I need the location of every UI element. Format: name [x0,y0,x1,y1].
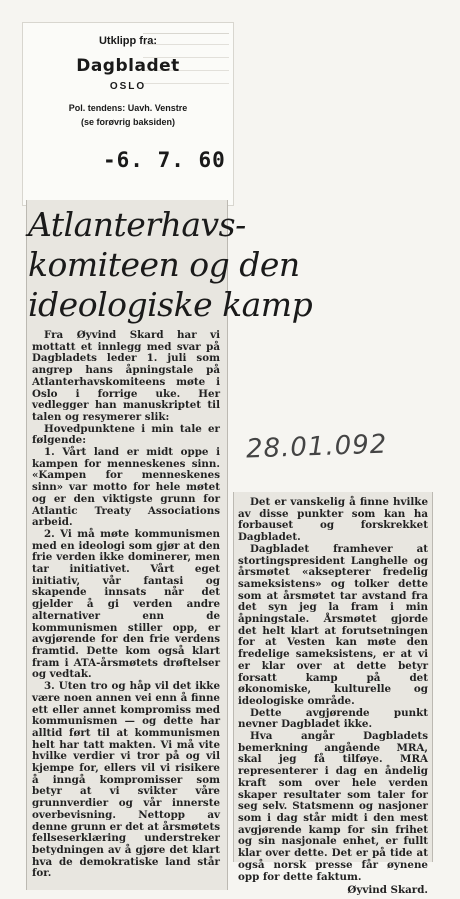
paragraph: 2. Vi må møte kommunismen med en ideologi som gjør at den frie verden ikke dominerer, men tar initiativet. Vårt eget initiativ, vår fantasi og skapende innsats når det gjelder å gi verden andre alternativer enn de kommunismen stiller opp, er avgjørende for den frie verdens framtid. Dette kom også klart fram i ATA-årsmøtets drøftelser og vedtak. [32,527,220,681]
stamp-note: (se forøvrig baksiden) [80,117,176,127]
article-headline [28,205,313,325]
author-signature: Øyvind Skard. [347,884,428,897]
newspaper-city: OSLO [109,81,147,92]
political-tendency: Pol. tendens: Uavh. Venstre [68,103,188,113]
stamp-label: Utklipp fra: [98,35,158,47]
headline-line: Atlanterhavs- [28,205,246,244]
clipping-stamp [22,22,234,206]
paragraph: Fra Øyvind Skard har vi mottatt et innlegg med svar på Dagbladets leder 1. juli som angrep hans åpningstale på Atlanterhavskomiteens møte i Oslo i forrige uke. Her vedlegger han manuskriptet til talen og resymerer slik: [32,329,220,423]
headline-line: komiteen og den [28,245,300,284]
clipping-date: -6. 7. 60 [103,148,226,172]
article-column-1 [32,330,220,880]
paragraph: Hovedpunktene i min tale er følgende: [32,422,220,447]
paragraph: Hva angår Dagbladets bemerkning angående MRA, skal jeg få tilføye. MRA representerer i dag en åndelig kraft som over hele verden skaper resultater som taler for seg selv. Statsmenn og nasjoner som i dag står midt i den mest avgjørende kamp for sin frihet og sin nasjonale enhet, er fullt klar over dette. Det er på tide at også norsk presse får øynene opp for dette faktum. [238,730,428,883]
handwritten-archive-number: 28.01.092 [245,429,388,465]
article-column-2 [238,497,428,897]
paragraph: 1. Vårt land er midt oppe i kampen for menneskenes sinn. «Kampen for menneskenes sinn» var motto for hele møtet og er den viktigste grunn for Atlantic Treaty Associations arbeid. [32,446,220,529]
newspaper-name: Dagbladet [76,56,180,76]
paragraph: Dette avgjørende punkt nevner Dagbladet ikke. [238,706,428,731]
headline-line: ideologiske kamp [28,285,313,324]
paragraph: Det er vanskelig å finne hvilke av disse punkter som kan ha forbauset og forskrekket Dagbladet. [238,496,428,544]
paragraph: 3. Uten tro og håp vil det ikke være noen annen vei enn å finne ett eller annet kompromiss med kommunismen — og dette har alltid ført til at kommunismen helt har tatt makten. Vi må vite hvilke verdier vi tror på og vil kjempe for, ellers vil vi risikere å inngå kompromisser som betyr at vi svikter våre grunnverdier og vår innerste overbevisning. Nettopp av denne grunn er det at årsmøtets fellseserklæring understreker betydningen av å gjøre det klart hva de demokratiske land står for. [32,680,220,880]
paragraph: Dagbladet framhever at stortingspresident Langhelle og årsmøtet «aksepterer fredelig sameksistens» og tolker dette som at årsmøtet tar avstand fra det syn jeg la fram i min åpningstale. Årsmøtet gjorde det helt klart at forutsetningen for at Vesten kan møte den fredelige sameksistens, er at vi er klar over at dette betyr forsatt kamp på det økonomiske, kulturelle og ideologiske område. [238,542,428,707]
